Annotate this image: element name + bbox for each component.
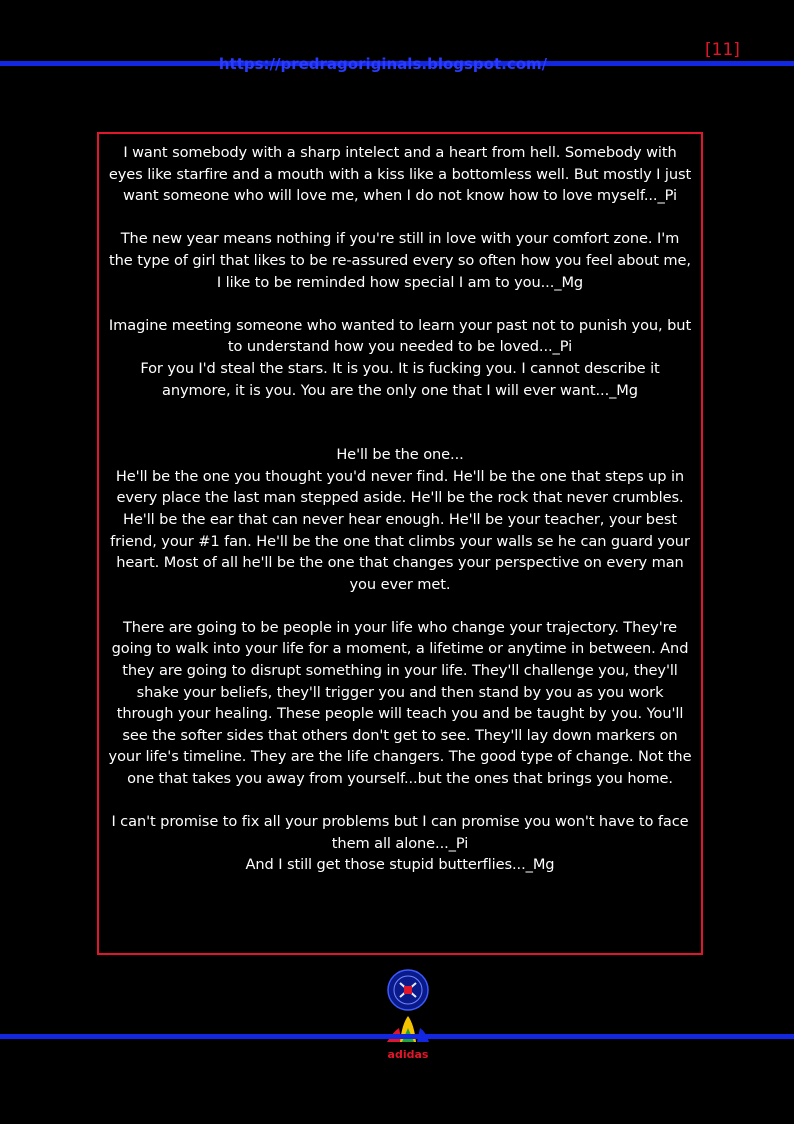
bottom-rule (0, 1034, 794, 1039)
adidas-wordmark: adidas (387, 1048, 429, 1061)
header-url-link[interactable]: https://predragoriginals.blogspot.com/ (218, 55, 548, 73)
section-heading: He'll be the one... (336, 446, 464, 464)
paragraph: I can't promise to fix all your problems but I can promise you won't have to face them all alone..._Pi (111, 813, 689, 852)
paragraph: There are going to be people in your life who change your trajectory. They're going to walk into your life for a moment, a lifetime or anytime in between. And they are going to disrupt something in your life. They'll challenge you, they'll shake your beliefs, they'll trigger you and then stand by you as you work through your healing. These people will teach you and be taught by you. You'll see the softer sides that others don't get to see. They'll lay down markers on your life's timeline. They are the life changers. The good type of change. Not the one that takes you away from yourself...but the ones that brings you home. (108, 618, 692, 788)
text-body (107, 142, 693, 876)
paragraph: I want somebody with a sharp intelect and a heart from hell. Somebody with eyes like starfire and a mouth with a kiss like a bottomless well. But mostly I just want someone who will love me, when I do not know how to love myself..._Pi (108, 144, 692, 205)
paragraph: The new year means nothing if you're still in love with your comfort zone. I'm the type of girl that likes to be re-assured every so often how you feel about me, I like to be reminded how special I am to you..._Mg (109, 230, 691, 291)
page-number: [11] (705, 40, 740, 60)
paragraph: For you I'd steal the stars. It is you. It is fucking you. I cannot describe it anymore, it is you. You are the only one that I will ever want..._Mg (140, 359, 660, 399)
paragraph: And I still get those stupid butterflies..._Mg (245, 856, 555, 874)
round-emblem-icon (386, 968, 430, 1012)
paragraph: He'll be the one you thought you'd never find. He'll be the one that steps up in every place the last man stepped aside. He'll be the rock that never crumbles. He'll be the ear that can never hear enough. He'll be your teacher, your best friend, your #1 fan. He'll be the one that climbs your walls se he can guard your heart. Most of all he'll be the one that changes your perspective on every man you ever met. (110, 467, 690, 593)
text-frame (97, 132, 703, 955)
paragraph: Imagine meeting someone who wanted to learn your past not to punish you, but to understand how you needed to be loved..._Pi (108, 316, 692, 356)
